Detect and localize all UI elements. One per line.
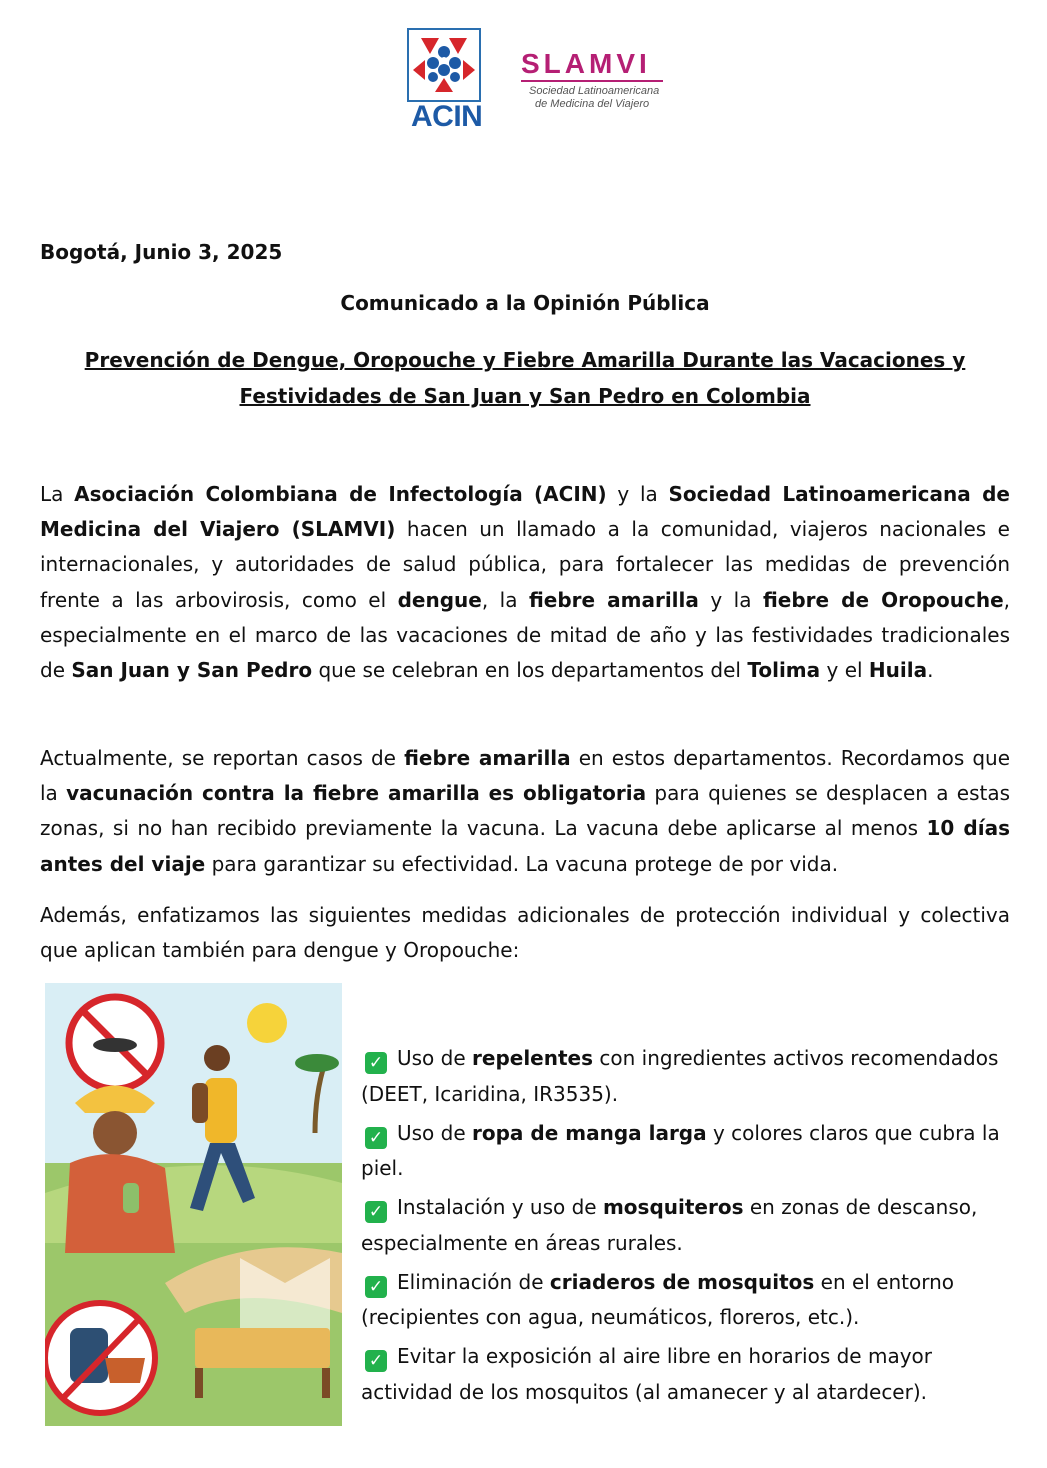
text-run: Instalación y uso de [397,1195,603,1219]
paragraph-yellow-fever [40,741,1010,882]
slamvi-logo [521,50,671,120]
text-run: para quienes se desplacen a estas zonas, si no han recibido previamente la vacuna. La vacuna debe aplicarse al menos [40,781,1011,841]
text-run: con ingredientes activos recomendados (DEET, Icaridina, IR3535). [361,1046,999,1106]
text-run: y colores claros que cubra la piel. [361,1120,1000,1180]
text-run: en estos departamentos. Recordamos que la [40,746,1010,806]
slamvi-subtitle-1: Sociedad Latinoamericana [529,85,660,97]
paragraph-measures-intro [40,898,1010,968]
check-icon: ✓ [365,1201,387,1223]
subtitle-line-2: Festividades de San Juan y San Pedro en Colombia [239,384,811,408]
text-run: hacen un llamado a la comunidad, viajeros nacionales e internacionales, y autoridades de salud pública, para fortalecer las medidas de prevención frente a las arbovirosis, como el [40,517,1010,612]
text-run: y la [606,482,669,506]
bold-text: 10 días antes del viaje [40,816,1010,876]
bold-text: Huila [868,658,928,683]
document-heading: Comunicado a la Opinión Pública [340,291,710,315]
list-item [361,1190,1016,1261]
text-run: en zonas de descanso, especialmente en áreas rurales. [361,1195,978,1255]
bold-text: ropa de manga larga [472,1120,707,1145]
text-run: y el [820,658,869,683]
list-item [361,1339,1016,1410]
prevention-illustration [45,983,342,1426]
check-icon: ✓ [365,1127,387,1149]
text-run: . [927,658,934,683]
list-item [361,1041,1016,1112]
acin-emblem [407,28,481,102]
text-run: La [40,482,75,506]
slamvi-subtitle-2: de Medicina del Viajero [535,98,650,110]
check-icon: ✓ [365,1052,387,1074]
text-run: Eliminación de [397,1269,550,1294]
text-run: , la [481,587,529,612]
text-run: para garantizar su efectividad. La vacuna protege de por vida. [205,851,839,876]
text-run: Además, enfatizamos las siguientes medidas adicionales de protección individual y colectiva que aplican también para dengue y Oropouche: [40,903,1010,963]
text-run: Uso de [397,1046,473,1070]
bold-text: fiebre amarilla [404,746,571,770]
check-icon: ✓ [365,1276,387,1298]
acin-wordmark: ACIN [411,100,483,133]
acin-logo [407,28,483,134]
bold-text: criaderos de mosquitos [549,1269,815,1294]
slamvi-rule [521,80,663,82]
document-date: Bogotá, Junio 3, 2025 [40,240,283,264]
list-item [361,1116,1016,1187]
subtitle-line-1: Prevención de Dengue, Oropouche y Fiebre Amarilla Durante las Vacaciones y [84,348,966,372]
bold-text: Asociación Colombiana de Infectología (ACIN) [74,482,607,506]
text-run: Actualmente, se reportan casos de [40,746,405,770]
bold-text: dengue [397,587,482,612]
bold-text: vacunación contra la fiebre amarilla es obligatoria [66,781,647,806]
text-run: , especialmente en el marco de las vacaciones de mitad de año y las festividades tradicionales de [40,587,1010,683]
document-subtitle [40,342,1010,414]
bold-text: fiebre de Oropouche [762,587,1004,612]
text-run: Uso de [397,1120,473,1145]
text-run: en el entorno (recipientes con agua, neumáticos, floreros, etc.). [361,1269,955,1329]
paragraph-intro [40,477,1010,688]
bold-text: repelentes [472,1046,594,1070]
bold-text: mosquiteros [602,1195,744,1219]
bold-text: fiebre amarilla [528,587,699,612]
list-item [361,1265,1016,1336]
acin-emblem-graphic [409,30,479,100]
bold-text: San Juan y San Pedro [71,658,313,683]
bold-text: Tolima [747,658,821,683]
slamvi-wordmark: SLAMVI [521,48,651,79]
check-icon: ✓ [365,1350,387,1372]
text-run: que se celebran en los departamentos del [312,658,748,683]
text-run: Evitar la exposición al aire libre en horarios de mayor actividad de los mosquitos (al amanecer y al atardecer). [361,1344,932,1404]
illustration-graphic [45,983,342,1426]
bold-text: Sociedad Latinoamericana de Medicina del Viajero (SLAMVI) [40,482,1010,542]
measures-list [361,1041,1016,1414]
text-run: y la [698,587,763,612]
header-logos [407,28,677,138]
